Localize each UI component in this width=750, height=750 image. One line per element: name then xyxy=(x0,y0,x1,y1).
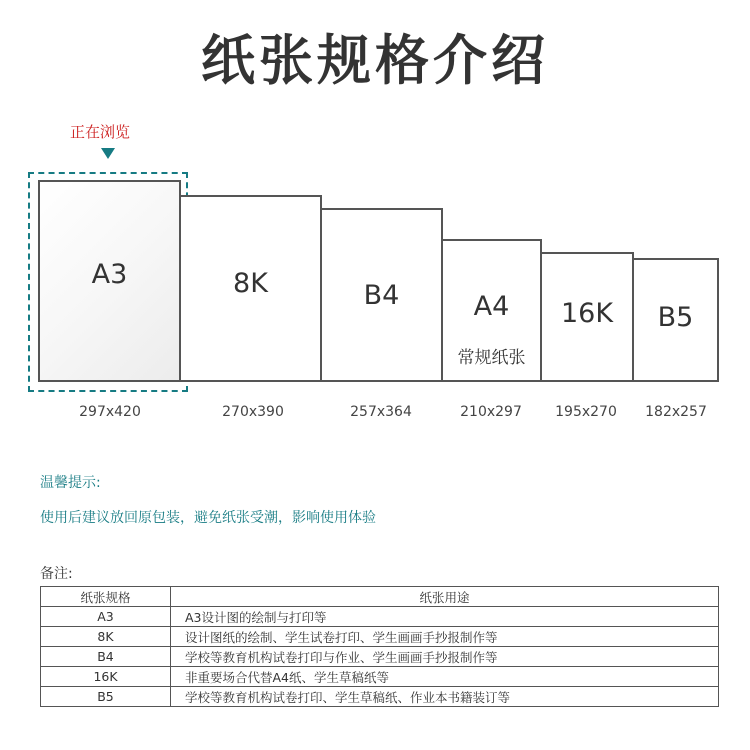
row-usage: 学校等教育机构试卷打印、学生草稿纸、作业本书籍装订等 xyxy=(171,687,719,707)
paper-name: B5 xyxy=(657,302,694,333)
row-usage: 学校等教育机构试卷打印与作业、学生画画手抄报制作等 xyxy=(171,647,719,667)
table-row xyxy=(41,647,719,667)
paper-size-a3: 297x420 xyxy=(79,404,141,420)
paper-b5[interactable] xyxy=(632,258,719,382)
table-row xyxy=(41,687,719,707)
row-size: B5 xyxy=(41,687,171,707)
paper-size-8k: 270x390 xyxy=(222,404,284,420)
row-size: B4 xyxy=(41,647,171,667)
paper-name: A4 xyxy=(473,291,510,322)
row-size: 8K xyxy=(41,627,171,647)
paper-usage-table xyxy=(40,586,719,707)
paper-16k[interactable] xyxy=(540,252,634,382)
table-row xyxy=(41,607,719,627)
row-size: A3 xyxy=(41,607,171,627)
paper-b4[interactable] xyxy=(320,208,443,382)
paper-a3[interactable] xyxy=(38,180,181,382)
pointer-down-icon xyxy=(101,148,115,159)
paper-name: A3 xyxy=(91,259,128,290)
tip-body: 使用后建议放回原包装，避免纸张受潮，影响使用体验 xyxy=(40,510,376,526)
row-size: 16K xyxy=(41,667,171,687)
tip-title: 温馨提示: xyxy=(40,475,101,491)
paper-size-b4: 257x364 xyxy=(350,404,412,420)
paper-size-a4: 210x297 xyxy=(460,404,522,420)
paper-a4[interactable] xyxy=(441,239,542,382)
row-usage: 设计图纸的绘制、学生试卷打印、学生画画手抄报制作等 xyxy=(171,627,719,647)
row-usage: 非重要场合代替A4纸、学生草稿纸等 xyxy=(171,667,719,687)
table-row xyxy=(41,667,719,687)
paper-name: 8K xyxy=(233,268,268,299)
table-header-row xyxy=(41,587,719,607)
paper-name: B4 xyxy=(363,280,400,311)
paper-size-16k: 195x270 xyxy=(555,404,617,420)
column-header-usage: 纸张用途 xyxy=(171,587,719,607)
table-row xyxy=(41,627,719,647)
currently-viewing-label: 正在浏览 xyxy=(70,123,131,141)
remark-label: 备注: xyxy=(40,566,73,582)
page-title: 纸张规格介绍 xyxy=(201,29,549,92)
paper-note: 常规纸张 xyxy=(457,348,526,368)
column-header-size: 纸张规格 xyxy=(41,587,171,607)
paper-name: 16K xyxy=(560,298,614,329)
paper-size-b5: 182x257 xyxy=(645,404,707,420)
paper-8k[interactable] xyxy=(179,195,322,382)
row-usage: A3设计图的绘制与打印等 xyxy=(171,607,719,627)
